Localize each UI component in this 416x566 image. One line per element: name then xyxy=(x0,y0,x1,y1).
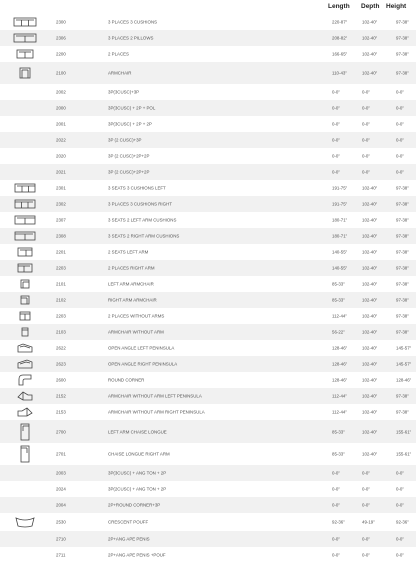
chaise-right-icon xyxy=(13,445,37,463)
product-name: 3 PLACES 3 CUSHIONS RIGHT xyxy=(108,201,172,207)
peninsula-right-icon xyxy=(13,407,37,417)
product-name: 2 PLACES xyxy=(108,51,129,57)
product-code: 2623 xyxy=(56,361,66,367)
table-row xyxy=(0,62,416,84)
product-code: 2701 xyxy=(56,451,66,457)
product-name: 2P+ROUND CORNER+3P xyxy=(108,502,161,508)
length-value: 0-0" xyxy=(332,486,340,492)
sofa-3-cushions-right-icon xyxy=(13,199,37,209)
table-row xyxy=(0,84,416,100)
sofa-2-pillows-icon xyxy=(13,33,37,43)
product-name: 2P+ANG APE PENIS +POUF xyxy=(108,552,166,558)
product-code: 2710 xyxy=(56,536,66,542)
product-code: 2600 xyxy=(56,377,66,383)
table-row xyxy=(0,14,416,30)
product-name: 3 SEATS 3 CUSHIONS LEFT xyxy=(108,185,166,191)
height-value: 0-0" xyxy=(396,470,404,476)
length-value: 191-75" xyxy=(332,201,348,207)
length-value: 128-46" xyxy=(332,345,348,351)
open-angle-right-icon xyxy=(13,359,37,369)
table-row xyxy=(0,46,416,62)
table-row xyxy=(0,212,416,228)
product-name: RIGHT ARM ARMCHAIR xyxy=(108,297,157,303)
table-row xyxy=(0,116,416,132)
table-row xyxy=(0,260,416,276)
table-row xyxy=(0,531,416,547)
table-row xyxy=(0,132,416,148)
product-code: 2302 xyxy=(56,201,66,207)
product-table xyxy=(0,14,416,563)
height-header: Height xyxy=(386,3,407,10)
table-row xyxy=(0,443,416,465)
height-value: 97-38" xyxy=(396,51,409,57)
depth-value: 0-0" xyxy=(362,121,370,127)
depth-value: 102-40" xyxy=(362,51,378,57)
table-row xyxy=(0,356,416,372)
height-value: 0-0" xyxy=(396,137,404,143)
length-value: 0-0" xyxy=(332,502,340,508)
depth-value: 0-0" xyxy=(362,486,370,492)
height-value: 97-38" xyxy=(396,201,409,207)
product-name: 3 PLACES 3 CUSHIONS xyxy=(108,19,158,25)
length-value: 85-33" xyxy=(332,297,345,303)
sofa-2-right-cushions-icon xyxy=(13,231,37,241)
product-name: 3 PLACES 2 PILLOWS xyxy=(108,35,154,41)
length-value: 112-44" xyxy=(332,393,347,399)
height-value: 97-38" xyxy=(396,329,409,335)
length-value: 0-0" xyxy=(332,105,340,111)
armchair-icon xyxy=(13,67,37,79)
product-name: 3P(3CUSC) + 2P + POL xyxy=(108,105,156,111)
product-code: 2020 xyxy=(56,153,66,159)
product-code: 2103 xyxy=(56,329,66,335)
length-value: 110-43" xyxy=(332,70,347,76)
product-code: 2200 xyxy=(56,51,66,57)
product-name: OPEN ANGLE LEFT PENINSULA xyxy=(108,345,175,351)
length-value: 0-0" xyxy=(332,89,340,95)
table-row xyxy=(0,547,416,563)
depth-value: 102-40" xyxy=(362,451,378,457)
height-value: 92-36" xyxy=(396,519,409,525)
product-code: 2711 xyxy=(56,552,66,558)
height-value: 97-38" xyxy=(396,313,409,319)
product-code: 2101 xyxy=(56,281,66,287)
product-code: 2000 xyxy=(56,105,66,111)
product-name: 3P (2 CUSC)+2P+2P xyxy=(108,169,150,175)
product-code: 2203 xyxy=(56,313,66,319)
depth-value: 102-40" xyxy=(362,233,378,239)
depth-value: 102-40" xyxy=(362,265,378,271)
product-name: OPEN ANGLE RIGHT PENINSULA xyxy=(108,361,178,367)
height-value: 97-38" xyxy=(396,393,409,399)
product-name: 3P(2CUSC) + ANG TON + 2P xyxy=(108,486,167,492)
height-value: 0-0" xyxy=(396,89,404,95)
product-name: ARMCHAIR WITHOUT ARM RIGHT PENINSULA xyxy=(108,409,205,415)
table-row xyxy=(0,244,416,260)
product-code: 2530 xyxy=(56,519,66,525)
product-code: 2153 xyxy=(56,409,66,415)
product-name: 2 SEATS LEFT ARM xyxy=(108,249,149,255)
length-value: 92-36" xyxy=(332,519,345,525)
length-value: 85-33" xyxy=(332,281,345,287)
depth-value: 0-0" xyxy=(362,137,370,143)
height-value: 97-38" xyxy=(396,249,409,255)
height-value: 97-38" xyxy=(396,70,409,76)
height-value: 145-57" xyxy=(396,345,412,351)
round-corner-icon xyxy=(13,374,37,386)
length-value: 140-55" xyxy=(332,249,348,255)
product-name: LEFT ARM ARMCHAIR xyxy=(108,281,154,287)
product-code: 2308 xyxy=(56,233,66,239)
table-row xyxy=(0,196,416,212)
product-code: 2100 xyxy=(56,70,66,76)
product-name: 3P(3CUSC) + 2P + 2P xyxy=(108,121,152,127)
length-value: 180-71" xyxy=(332,233,348,239)
depth-value: 102-40" xyxy=(362,201,378,207)
product-name: 3 SEATS 2 LEFT ARM CUSHIONS xyxy=(108,217,177,223)
product-name: LEFT ARM CHAISE LONGUE xyxy=(108,429,167,434)
height-value: 0-0" xyxy=(396,153,404,159)
product-name: 2 PLACES WITHOUT ARMS xyxy=(108,313,165,319)
table-row xyxy=(0,30,416,46)
height-value: 0-0" xyxy=(396,121,404,127)
table-row xyxy=(0,276,416,292)
height-value: 0-0" xyxy=(396,552,404,558)
sofa-3-cushions-left-icon xyxy=(13,183,37,193)
product-code: 2022 xyxy=(56,137,66,143)
height-value: 97-38" xyxy=(396,217,409,223)
table-row xyxy=(0,164,416,180)
sofa-2-right-arm-icon xyxy=(13,263,37,273)
product-code: 2024 xyxy=(56,486,66,492)
table-row xyxy=(0,513,416,531)
height-value: 0-0" xyxy=(396,502,404,508)
length-value: 85-33" xyxy=(332,451,345,457)
length-value: 166-65" xyxy=(332,51,348,57)
height-value: 128-46" xyxy=(396,377,412,383)
length-value: 0-0" xyxy=(332,536,340,542)
height-value: 97-38" xyxy=(396,409,409,415)
product-code: 2306 xyxy=(56,35,66,41)
length-value: 128-46" xyxy=(332,377,348,383)
depth-value: 102-40" xyxy=(362,185,378,191)
depth-value: 102-40" xyxy=(362,281,378,287)
height-value: 97-38" xyxy=(396,19,409,25)
depth-value: 0-0" xyxy=(362,552,370,558)
height-value: 0-0" xyxy=(396,169,404,175)
table-row xyxy=(0,324,416,340)
product-name: 3P(3CUSC) + ANG TON + 2P xyxy=(108,470,167,476)
product-name: 3P (2 CUSC)+2P+2P xyxy=(108,153,150,159)
height-value: 145-57" xyxy=(396,361,412,367)
depth-value: 102-40" xyxy=(362,329,378,335)
armchair-no-arm-icon xyxy=(13,327,37,337)
armchair-left-arm-icon xyxy=(13,279,37,289)
depth-value: 49-19" xyxy=(362,519,375,525)
sofa-3-cushions-icon xyxy=(13,17,37,27)
product-name: ARMCHAIR xyxy=(108,70,132,76)
depth-value: 102-40" xyxy=(362,217,378,223)
table-row xyxy=(0,497,416,513)
product-code: 2203 xyxy=(56,265,66,271)
table-row xyxy=(0,100,416,116)
product-code: 2003 xyxy=(56,470,66,476)
sofa-2-left-arm-icon xyxy=(13,247,37,257)
product-name: 3 SEATS 2 RIGHT ARM CUSHIONS xyxy=(108,233,180,239)
length-value: 191-75" xyxy=(332,185,348,191)
depth-value: 102-40" xyxy=(362,345,378,351)
height-value: 0-0" xyxy=(396,105,404,111)
product-code: 2004 xyxy=(56,502,66,508)
depth-header: Depth xyxy=(361,3,380,10)
length-header: Length xyxy=(328,3,350,10)
table-row xyxy=(0,404,416,420)
length-value: 112-44" xyxy=(332,409,347,415)
depth-value: 102-40" xyxy=(362,249,378,255)
length-value: 128-46" xyxy=(332,361,348,367)
product-code: 2300 xyxy=(56,19,66,25)
length-value: 0-0" xyxy=(332,169,340,175)
sofa-2-no-arms-icon xyxy=(13,311,37,321)
depth-value: 102-40" xyxy=(362,19,378,25)
product-code: 2700 xyxy=(56,429,66,434)
table-row xyxy=(0,180,416,196)
product-name: 3P(3CUSC)+3P xyxy=(108,89,140,95)
armchair-right-arm-icon xyxy=(13,295,37,305)
product-name: 3P (2 CUSC)+3P xyxy=(108,137,142,143)
depth-value: 0-0" xyxy=(362,153,370,159)
product-name: 2P+ANG APE PENIS xyxy=(108,536,150,542)
product-code: 2021 xyxy=(56,169,66,175)
depth-value: 0-0" xyxy=(362,105,370,111)
product-name: CRESCENT POUFF xyxy=(108,519,149,525)
product-name: ROUND CORNER xyxy=(108,377,145,383)
depth-value: 102-40" xyxy=(362,70,378,76)
open-angle-left-icon xyxy=(13,343,37,353)
product-name: CHAISE LONGUE RIGHT ARM xyxy=(108,451,170,457)
length-value: 0-0" xyxy=(332,470,340,476)
product-name: ARMCHAIR WITHOUT ARM xyxy=(108,329,164,335)
length-value: 56-22" xyxy=(332,329,345,335)
length-value: 180-71" xyxy=(332,217,348,223)
height-value: 97-38" xyxy=(396,35,409,41)
product-code: 2301 xyxy=(56,185,66,191)
table-row xyxy=(0,148,416,164)
product-code: 2102 xyxy=(56,297,66,303)
length-value: 0-0" xyxy=(332,153,340,159)
length-value: 220-87" xyxy=(332,19,348,25)
height-value: 97-38" xyxy=(396,233,409,239)
length-value: 208-82" xyxy=(332,35,348,41)
product-code: 2622 xyxy=(56,345,66,351)
table-row xyxy=(0,292,416,308)
table-row xyxy=(0,308,416,324)
table-row xyxy=(0,228,416,244)
product-code: 2002 xyxy=(56,89,66,95)
depth-value: 102-40" xyxy=(362,35,378,41)
length-value: 112-44" xyxy=(332,313,347,319)
height-value: 97-38" xyxy=(396,265,409,271)
depth-value: 102-40" xyxy=(362,393,378,399)
depth-value: 102-40" xyxy=(362,313,378,319)
depth-value: 102-40" xyxy=(362,297,378,303)
depth-value: 0-0" xyxy=(362,89,370,95)
table-row xyxy=(0,465,416,481)
height-value: 97-38" xyxy=(396,185,409,191)
depth-value: 0-0" xyxy=(362,169,370,175)
product-name: ARMCHAIR WITHOUT ARM LEFT PENINSULA xyxy=(108,393,202,399)
sofa-2-left-cushions-icon xyxy=(13,215,37,225)
height-value: 97-38" xyxy=(396,297,409,303)
length-value: 85-33" xyxy=(332,429,345,434)
length-value: 0-0" xyxy=(332,137,340,143)
table-row xyxy=(0,372,416,388)
peninsula-left-icon xyxy=(13,391,37,401)
product-code: 2152 xyxy=(56,393,66,399)
product-name: 2 PLACES RIGHT ARM xyxy=(108,265,155,271)
product-code: 2307 xyxy=(56,217,66,223)
height-value: 155-61" xyxy=(396,451,412,457)
depth-value: 102-40" xyxy=(362,409,378,415)
length-value: 0-0" xyxy=(332,552,340,558)
sofa-2-places-icon xyxy=(13,49,37,59)
table-header xyxy=(0,0,416,14)
crescent-pouf-icon xyxy=(13,516,37,528)
table-row xyxy=(0,420,416,443)
depth-value: 0-0" xyxy=(362,502,370,508)
product-code: 2001 xyxy=(56,121,66,127)
chaise-left-icon xyxy=(13,423,37,441)
depth-value: 102-40" xyxy=(362,377,378,383)
product-code: 2201 xyxy=(56,249,66,255)
table-row xyxy=(0,481,416,497)
depth-value: 102-40" xyxy=(362,361,378,367)
height-value: 0-0" xyxy=(396,536,404,542)
height-value: 155-61" xyxy=(396,429,412,434)
depth-value: 0-0" xyxy=(362,536,370,542)
height-value: 97-38" xyxy=(396,281,409,287)
length-value: 140-55" xyxy=(332,265,348,271)
depth-value: 102-40" xyxy=(362,429,378,434)
height-value: 0-0" xyxy=(396,486,404,492)
table-row xyxy=(0,388,416,404)
length-value: 0-0" xyxy=(332,121,340,127)
depth-value: 0-0" xyxy=(362,470,370,476)
table-row xyxy=(0,340,416,356)
